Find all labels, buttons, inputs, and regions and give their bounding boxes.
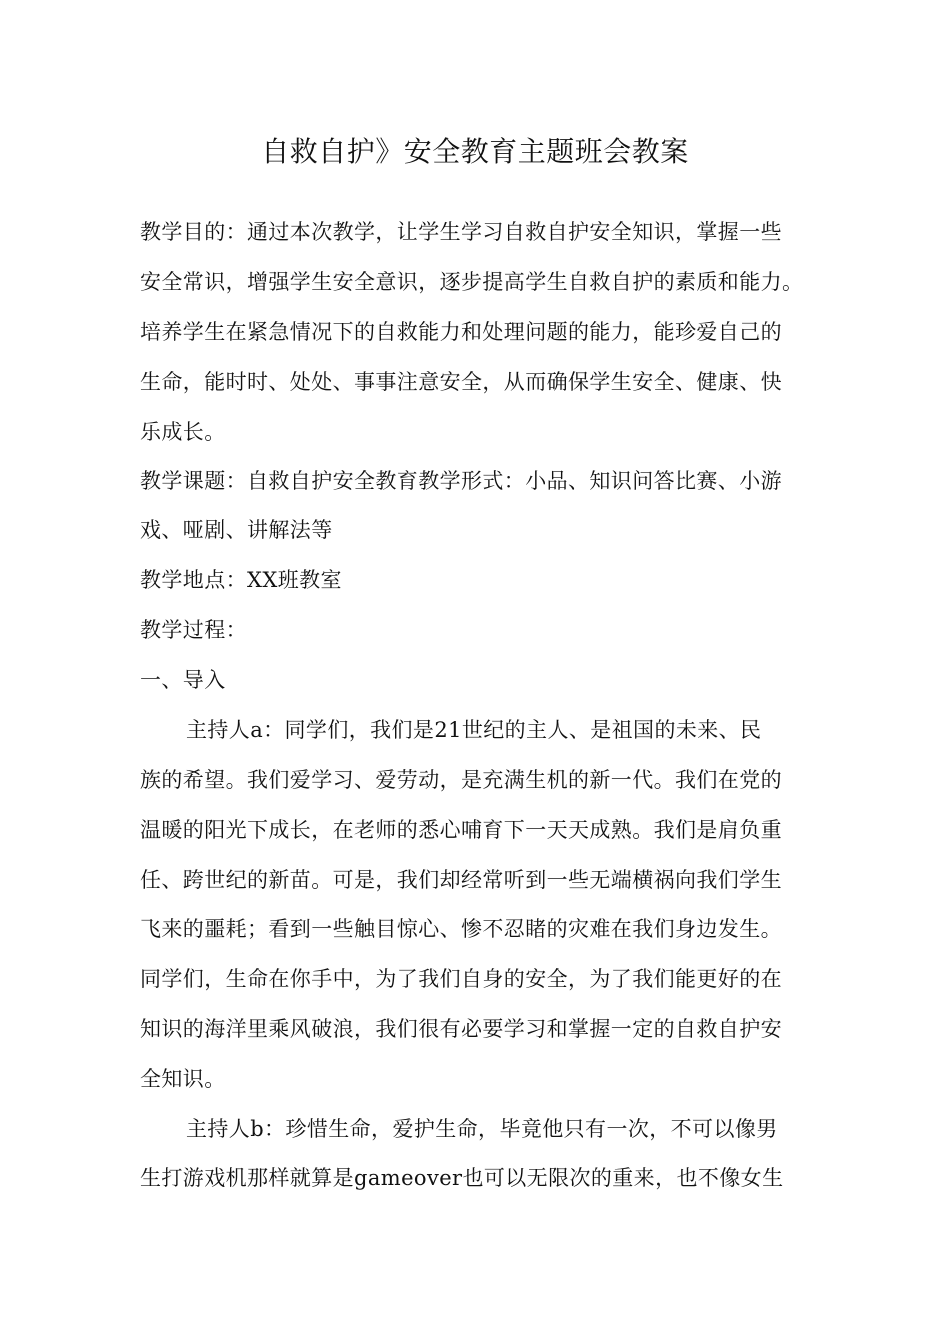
text-line: 生打游戏机那样就算是gameover也可以无限次的重来，也不像女生 [140,1166,784,1190]
text-line: 生命，能时时、处处、事事注意安全，从而确保学生安全、健康、快 [140,370,782,394]
text-line: 教学目的：通过本次教学，让学生学习自救自护安全知识，掌握一些 [140,220,782,244]
text-line: 安全常识，增强学生安全意识，逐步提高学生自救自护的素质和能力。 [140,270,804,294]
text-line: 乐成长。 [140,420,226,444]
text-line: 主持人a：同学们，我们是21世纪的主人、是祖国的未来、民 [186,718,762,742]
text-line: 飞来的噩耗；看到一些触目惊心、惨不忍睹的灾难在我们身边发生。 [140,917,782,941]
text-line: 教学地点：XX班教室 [140,568,342,592]
text-line: 知识的海洋里乘风破浪，我们很有必要学习和掌握一定的自救自护安 [140,1017,782,1041]
text-line: 教学课题：自救自护安全教育教学形式：小品、知识问答比赛、小游 [140,469,782,493]
text-line: 主持人b：珍惜生命，爱护生命，毕竟他只有一次，不可以像男 [186,1117,778,1141]
section-heading: 一、导入 [140,668,226,692]
document-title: 自救自护》安全教育主题班会教案 [261,135,689,168]
text-line: 任、跨世纪的新苗。可是，我们却经常听到一些无端横祸向我们学生 [140,868,782,892]
text-line: 教学过程： [140,618,247,642]
text-line: 族的希望。我们爱学习、爱劳动，是充满生机的新一代。我们在党的 [140,768,782,792]
text-line: 温暖的阳光下成长，在老师的悉心哺育下一天天成熟。我们是肩负重 [140,818,782,842]
text-line: 全知识。 [140,1067,226,1091]
text-line: 培养学生在紧急情况下的自救能力和处理问题的能力，能珍爱自己的 [140,320,782,344]
text-line: 戏、哑剧、讲解法等 [140,518,333,542]
text-line: 同学们，生命在你手中，为了我们自身的安全，为了我们能更好的在 [140,967,782,991]
